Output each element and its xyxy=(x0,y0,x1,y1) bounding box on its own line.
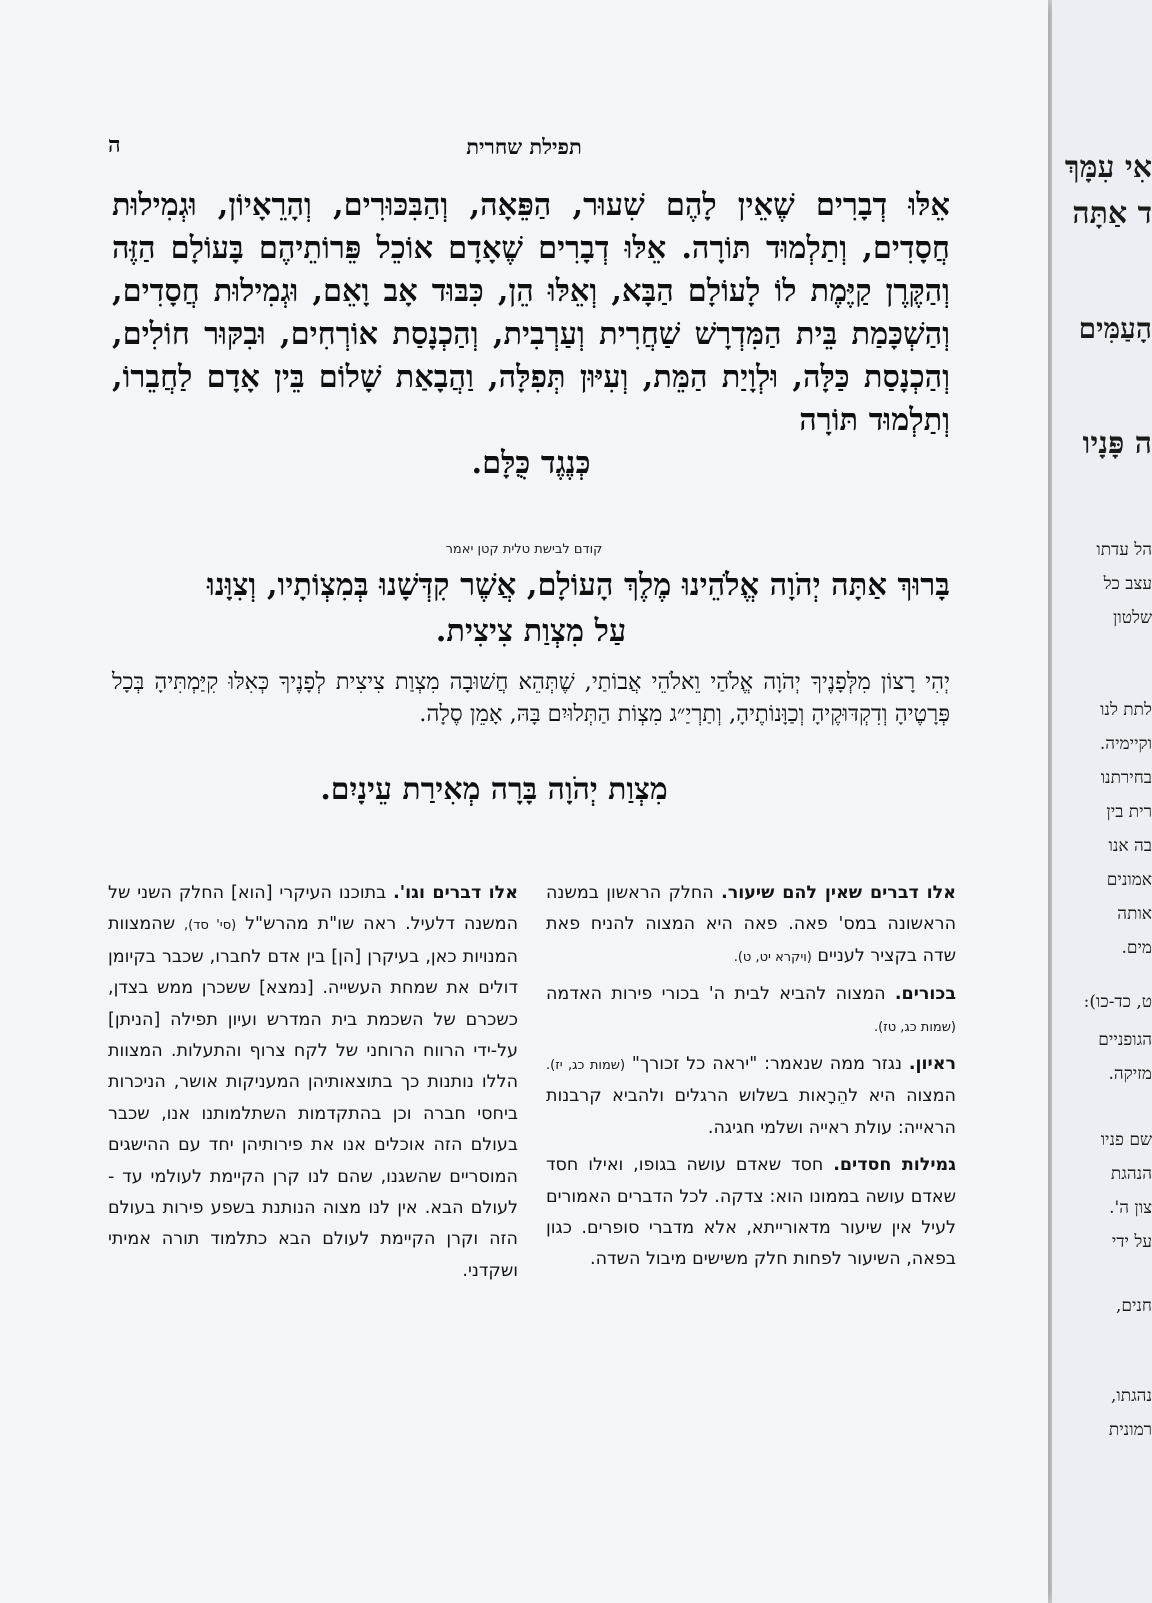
facing-page-line: ד אַתָּה xyxy=(1072,196,1152,231)
commentary-heading: גמילות חסדים. xyxy=(833,1155,956,1176)
tzitzit-blessing xyxy=(112,562,950,654)
commentary-text: חסד שאדם עושה בגופו, ואילו חסד שאדם עושה בממונו הוא: צדקה. לכל הדברים האמורים לעיל אין שיעור מדאורייתא, אלא מדברי סופרים. כגון בפאה, השיעור לפחות חלק משישים מיבול השדה. xyxy=(546,1155,956,1270)
commentary-paragraph xyxy=(546,878,956,973)
facing-page-line: בחירתנו xyxy=(1100,768,1152,788)
facing-page-line: שלטון xyxy=(1113,608,1152,628)
facing-page-line: וקיימיה. xyxy=(1099,734,1152,754)
facing-page-edge xyxy=(1052,0,1152,1603)
commentary-text: החלק הראשון במשנה הראשונה במס' פאה. פאה היא המצוה להניח פאת שדה בקציר לעניים xyxy=(546,883,956,966)
commentary-paragraph xyxy=(546,1150,956,1276)
facing-page-line: הָעַמִּים xyxy=(1078,312,1152,345)
commentary-reference: (ויקרא יט, ט). xyxy=(733,949,812,965)
mishnah-end: כְּנֶגֶד כֻּלָּם. xyxy=(471,445,591,481)
facing-page-line: רית בין xyxy=(1106,802,1152,822)
yehi-ratzon-prayer: יְהִי רָצוֹן מִלְּפָנֶיךָ יְהֹוָה אֱלֹהַי וֵאלֹהֵי אֲבוֹתַי, שֶׁתְּהֵא חֲשׁוּבָה מִצְוַת צִיצִית לְפָנֶיךָ כְּאִלּוּ קִיַּמְתִּיהָ בְּכָל פְּרָטֶיהָ וְדִקְדּוּקֶיהָ וְכַוָּנוֹתֶיהָ, וְתַרְיַ״ג מִצְוֹת הַתְּלוּיִם בָּהּ, אָמֵן סֶלָה. xyxy=(112,669,950,727)
facing-page-line: אִי עִמָּךְ xyxy=(1064,150,1152,185)
commentary-reference: (שמות כג, יז). xyxy=(546,1058,626,1074)
facing-page-line: נהגתו, xyxy=(1110,1386,1152,1406)
facing-page-line: ה פָּנָיו xyxy=(1082,426,1152,461)
commentary-text: בתוכנו העיקרי [הוא] החלק השני של המשנה דלעיל. ראה שו"ת מהרש"ל xyxy=(108,883,519,935)
closing-verse: מִצְוַת יְהֹוָה בָּרָה מְאִירַת עֵינָיִם. xyxy=(320,772,668,807)
facing-page-line: עצב כל xyxy=(1103,574,1152,594)
commentary-paragraph xyxy=(546,1049,956,1144)
facing-page-line: מים. xyxy=(1121,938,1152,958)
facing-page-line: מזיקה. xyxy=(1108,1064,1152,1084)
commentary-text: המצוה להביא לבית ה' בכורי פירות האדמה xyxy=(546,984,895,1005)
mishnah-text xyxy=(112,184,950,485)
commentary-paragraph xyxy=(546,979,956,1043)
facing-page-line: הל עדתו xyxy=(1096,540,1152,560)
commentary-heading: בכורים. xyxy=(894,984,956,1005)
facing-page-line: רמונית xyxy=(1108,1420,1152,1440)
commentary-heading: אלו דברים וגו'. xyxy=(393,883,518,903)
commentary-column-right xyxy=(546,878,956,1282)
facing-page-line: ט, כד-כו): xyxy=(1083,992,1152,1012)
blessing-end: עַל מִצְוַת צִיצִית. xyxy=(435,613,627,649)
facing-page-line: אמונים xyxy=(1106,870,1152,890)
facing-page-line: הגופניים xyxy=(1098,1030,1152,1050)
facing-page-line: צון ה'. xyxy=(1109,1198,1152,1218)
commentary-text: נגזר ממה שנאמר: "יראה כל זכורך" xyxy=(625,1054,909,1075)
commentary-heading: אלו דברים שאין להם שיעור. xyxy=(721,883,957,903)
running-header: תפילת שחרית xyxy=(466,134,582,159)
blessing-line: בָּרוּךְ אַתָּה יְהֹוָה אֱלֹהֵינוּ מֶלֶךְ הָעוֹלָם, אֲשֶׁר קִדְּשָׁנוּ בְּמִצְוֹתָיו, וְצִוָּנוּ xyxy=(207,567,950,603)
facing-page-line: לתת לנו xyxy=(1100,700,1152,720)
facing-page-line: הנהגת xyxy=(1110,1164,1152,1184)
commentary-column-left xyxy=(108,878,518,1293)
facing-page-line: על ידי xyxy=(1111,1232,1152,1252)
commentary-reference: (סי' סד), xyxy=(184,918,237,934)
commentary-heading: ראיון. xyxy=(908,1054,956,1075)
mishnah-body: אֵלּוּ דְבָרִים שֶׁאֵין לָהֶם שִׁעוּר, הַפֵּאָה, וְהַבִּכּוּרִים, וְהָרֵאָיוֹן, וּגְמִילוּת חֲסָדִים, וְתַלְמוּד תּוֹרָה. אֵלּוּ דְבָרִים שֶׁאָדָם אוֹכֵל פֵּרוֹתֵיהֶם בָּעוֹלָם הַזֶּה וְהַקֶּרֶן קַיֶּמֶת לוֹ לָעוֹלָם הַבָּא, וְאֵלּוּ הֵן, כִּבּוּד אָב וָאֵם, וּגְמִילוּת חֲסָדִים, וְהַשְׁכָּמַת בֵּית הַמִּדְרָשׁ שַׁחֲרִית וְעַרְבִית, וְהַכְנָסַת אוֹרְחִים, וּבִקּוּר חוֹלִים, וְהַכְנָסַת כַּלָּה, וּלְוָיַת הַמֵּת, וְעִיּוּן תְּפִלָּה, וַהֲבָאַת שָׁלוֹם בֵּין אָדָם לַחֲבֵרוֹ, וְתַלְמוּד תּוֹרָה xyxy=(112,187,950,438)
facing-page-line: אותה xyxy=(1117,904,1152,924)
facing-page-line: בה אנו xyxy=(1108,836,1152,856)
facing-page-line: חנים, xyxy=(1115,1296,1152,1316)
instruction-note: קודם לבישת טלית קטן יאמר xyxy=(445,542,603,557)
commentary-paragraph xyxy=(108,878,518,1287)
commentary-reference: (שמות כג, טז). xyxy=(874,1019,956,1035)
commentary-text: המצוה היא להֵרָאות בשלוש הרגלים ולהביא קרבנות הראייה: עולת ראייה ושלמי חגיגה. xyxy=(546,1086,956,1138)
page-number: ה xyxy=(108,132,121,158)
facing-page-line: שם פניו xyxy=(1100,1130,1152,1150)
commentary-text: שהמצוות המנויות כאן, בעיקרן [הן] בין אדם לחברו, שכבר בקיומן דולים את שמחת העשייה. [נמצא] ששכרן ממש בצדן, כשכרם של השכמת בית המדרש ועיון תפילה [הניתן] על-ידי הרווח הרוחני של לקח צרוף והתעלות. המצוות הללו נותנות כך בתוצאותיהן המעניקות אושר, הניכרות ביחסי חברה וכן בהתקדמות השתלמותנו אנו, שכבר בעולם הזה אוכלים אנו את פירותיהן יחד עם ההישגים המוסריים שהשגנו, שהם לנו קרן הקיימת לעולמי עד - לעולם הבא. אין לנו מצוה הנותנת בשפע פירות בעולם הזה וקרן הקיימת לעולם הבא כתלמוד תורה אמיתי ושקדני. xyxy=(108,914,518,1281)
